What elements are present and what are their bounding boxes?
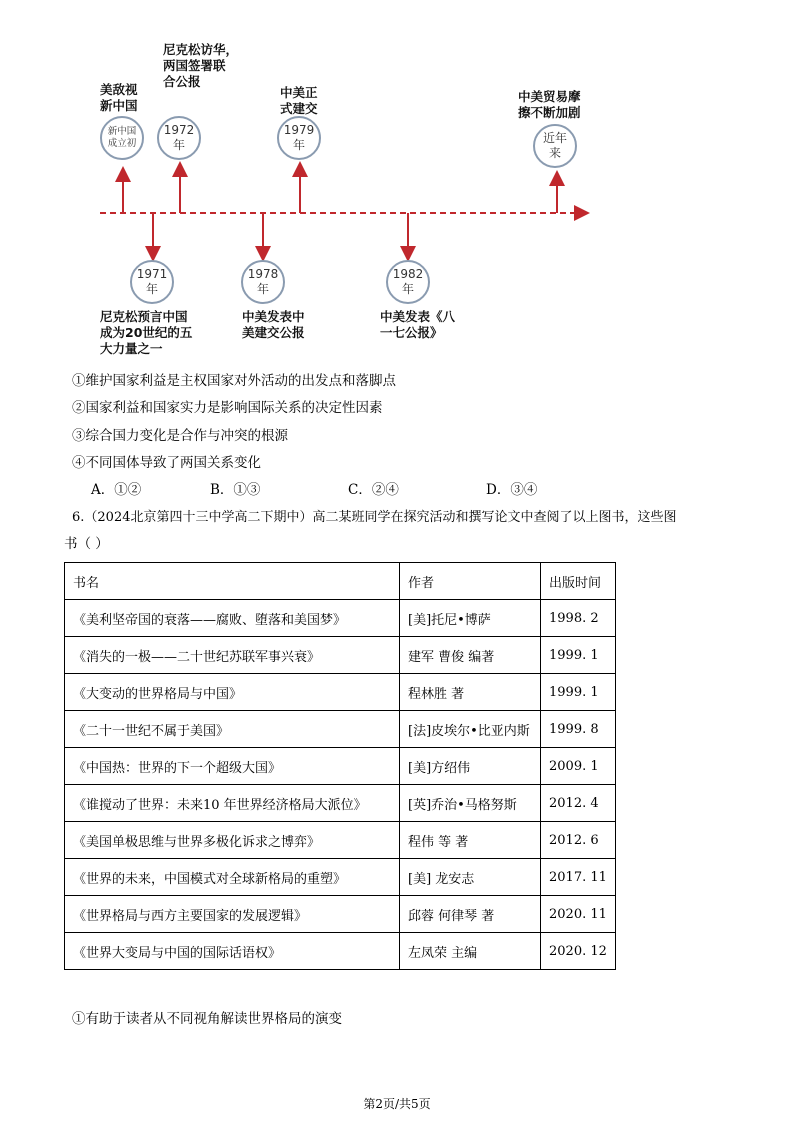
date-cell: 2020. 12 bbox=[541, 933, 616, 970]
book-title-cell: 《大变动的世界格局与中国》 bbox=[65, 674, 400, 711]
year-text: 年 bbox=[292, 138, 305, 152]
year-circle bbox=[157, 116, 201, 160]
option-b[interactable]: B．①③ bbox=[210, 482, 261, 498]
option-a[interactable]: A．①② bbox=[91, 482, 142, 498]
event-label: 尼克松访华， 两国签署联 合公报 bbox=[163, 42, 239, 89]
book-title-cell: 《二十一世纪不属于美国》 bbox=[65, 711, 400, 748]
year-text: 年 bbox=[172, 138, 185, 152]
option-c[interactable]: C．②④ bbox=[348, 482, 399, 498]
year-text: 1971 bbox=[136, 267, 168, 281]
question-stem: 书（ ） bbox=[64, 536, 109, 552]
date-cell: 1998. 2 bbox=[541, 600, 616, 637]
event-label: 美敌视 新中国 bbox=[100, 82, 138, 113]
year-circle bbox=[533, 124, 577, 168]
book-title-cell: 《中国热：世界的下一个超级大国》 bbox=[65, 748, 400, 785]
header-cell: 作者 bbox=[400, 563, 541, 600]
books-table bbox=[64, 562, 616, 970]
year-circle bbox=[277, 116, 321, 160]
date-cell: 1999. 8 bbox=[541, 711, 616, 748]
year-circle bbox=[130, 260, 174, 304]
year-circle bbox=[241, 260, 285, 304]
year-text: 1979 bbox=[283, 123, 315, 137]
event-label: 中美正 式建交 bbox=[280, 85, 318, 116]
author-cell: [美]方绍伟 bbox=[400, 748, 541, 785]
table-row bbox=[65, 896, 616, 933]
page-footer: 第2页/共5页 bbox=[363, 1097, 431, 1111]
header-cell: 书名 bbox=[65, 563, 400, 600]
date-cell: 1999. 1 bbox=[541, 674, 616, 711]
statement: ①有助于读者从不同视角解读世界格局的演变 bbox=[72, 1011, 342, 1027]
year-text: 年 bbox=[401, 282, 414, 296]
statement: ②国家利益和国家实力是影响国际关系的决定性因素 bbox=[72, 400, 383, 416]
timeline-graphic bbox=[0, 0, 794, 360]
year-text: 1978 bbox=[247, 267, 279, 281]
author-cell: [美]托尼•博萨 bbox=[400, 600, 541, 637]
year-text: 年 bbox=[256, 282, 269, 296]
table-row bbox=[65, 748, 616, 785]
table-header-row bbox=[65, 563, 616, 600]
book-title-cell: 《美国单极思维与世界多极化诉求之博弈》 bbox=[65, 822, 400, 859]
event-label: 中美发表中 美建交公报 bbox=[242, 309, 305, 340]
year-text: 1982 bbox=[392, 267, 424, 281]
option-d[interactable]: D．③④ bbox=[486, 482, 538, 498]
date-cell: 2017. 11 bbox=[541, 859, 616, 896]
date-cell: 2012. 6 bbox=[541, 822, 616, 859]
author-cell: [美] 龙安志 bbox=[400, 859, 541, 896]
table-row bbox=[65, 600, 616, 637]
year-text: 成立初 bbox=[107, 138, 137, 149]
year-circle bbox=[386, 260, 430, 304]
book-title-cell: 《美利坚帝国的衰落——腐败、堕落和美国梦》 bbox=[65, 600, 400, 637]
author-cell: [法]皮埃尔•比亚内斯 bbox=[400, 711, 541, 748]
table-row bbox=[65, 711, 616, 748]
date-cell: 2020. 11 bbox=[541, 896, 616, 933]
date-cell: 1999. 1 bbox=[541, 637, 616, 674]
book-title-cell: 《世界格局与西方主要国家的发展逻辑》 bbox=[65, 896, 400, 933]
year-text: 年 bbox=[145, 282, 158, 296]
book-title-cell: 《消失的一极——二十世纪苏联军事兴衰》 bbox=[65, 637, 400, 674]
table-row bbox=[65, 859, 616, 896]
year-circle bbox=[100, 116, 144, 160]
book-title-cell: 《世界的未来，中国模式对全球新格局的重塑》 bbox=[65, 859, 400, 896]
year-text: 1972 bbox=[163, 123, 195, 137]
table-row bbox=[65, 785, 616, 822]
statement: ③综合国力变化是合作与冲突的根源 bbox=[72, 428, 288, 444]
statement: ①维护国家利益是主权国家对外活动的出发点和落脚点 bbox=[72, 373, 396, 389]
date-cell: 2009. 1 bbox=[541, 748, 616, 785]
book-title-cell: 《世界大变局与中国的国际话语权》 bbox=[65, 933, 400, 970]
table-row bbox=[65, 822, 616, 859]
event-label: 尼克松预言中国 成为20世纪的五 大力量之一 bbox=[100, 309, 193, 356]
author-cell: 建军 曹俊 编著 bbox=[400, 637, 541, 674]
author-cell: [英]乔治•马格努斯 bbox=[400, 785, 541, 822]
event-label: 中美贸易摩 擦不断加剧 bbox=[518, 89, 581, 120]
statement: ④不同国体导致了两国关系变化 bbox=[72, 455, 261, 471]
year-text: 来 bbox=[548, 146, 561, 160]
event-label: 中美发表《八 一七公报》 bbox=[380, 309, 456, 340]
year-text: 新中国 bbox=[107, 126, 137, 137]
question-stem: 6.（2024北京第四十三中学高二下期中）高二某班同学在探究活动和撰写论文中查阅了以上图书，这些图 bbox=[72, 510, 677, 525]
table-row bbox=[65, 933, 616, 970]
author-cell: 邱蓉 何律琴 著 bbox=[400, 896, 541, 933]
author-cell: 程林胜 著 bbox=[400, 674, 541, 711]
header-cell: 出版时间 bbox=[541, 563, 616, 600]
year-text: 近年 bbox=[542, 131, 567, 145]
table-row bbox=[65, 637, 616, 674]
table-row bbox=[65, 674, 616, 711]
book-title-cell: 《谁搅动了世界：未来10 年世界经济格局大派位》 bbox=[65, 785, 400, 822]
author-cell: 程伟 等 著 bbox=[400, 822, 541, 859]
date-cell: 2012. 4 bbox=[541, 785, 616, 822]
author-cell: 左凤荣 主编 bbox=[400, 933, 541, 970]
